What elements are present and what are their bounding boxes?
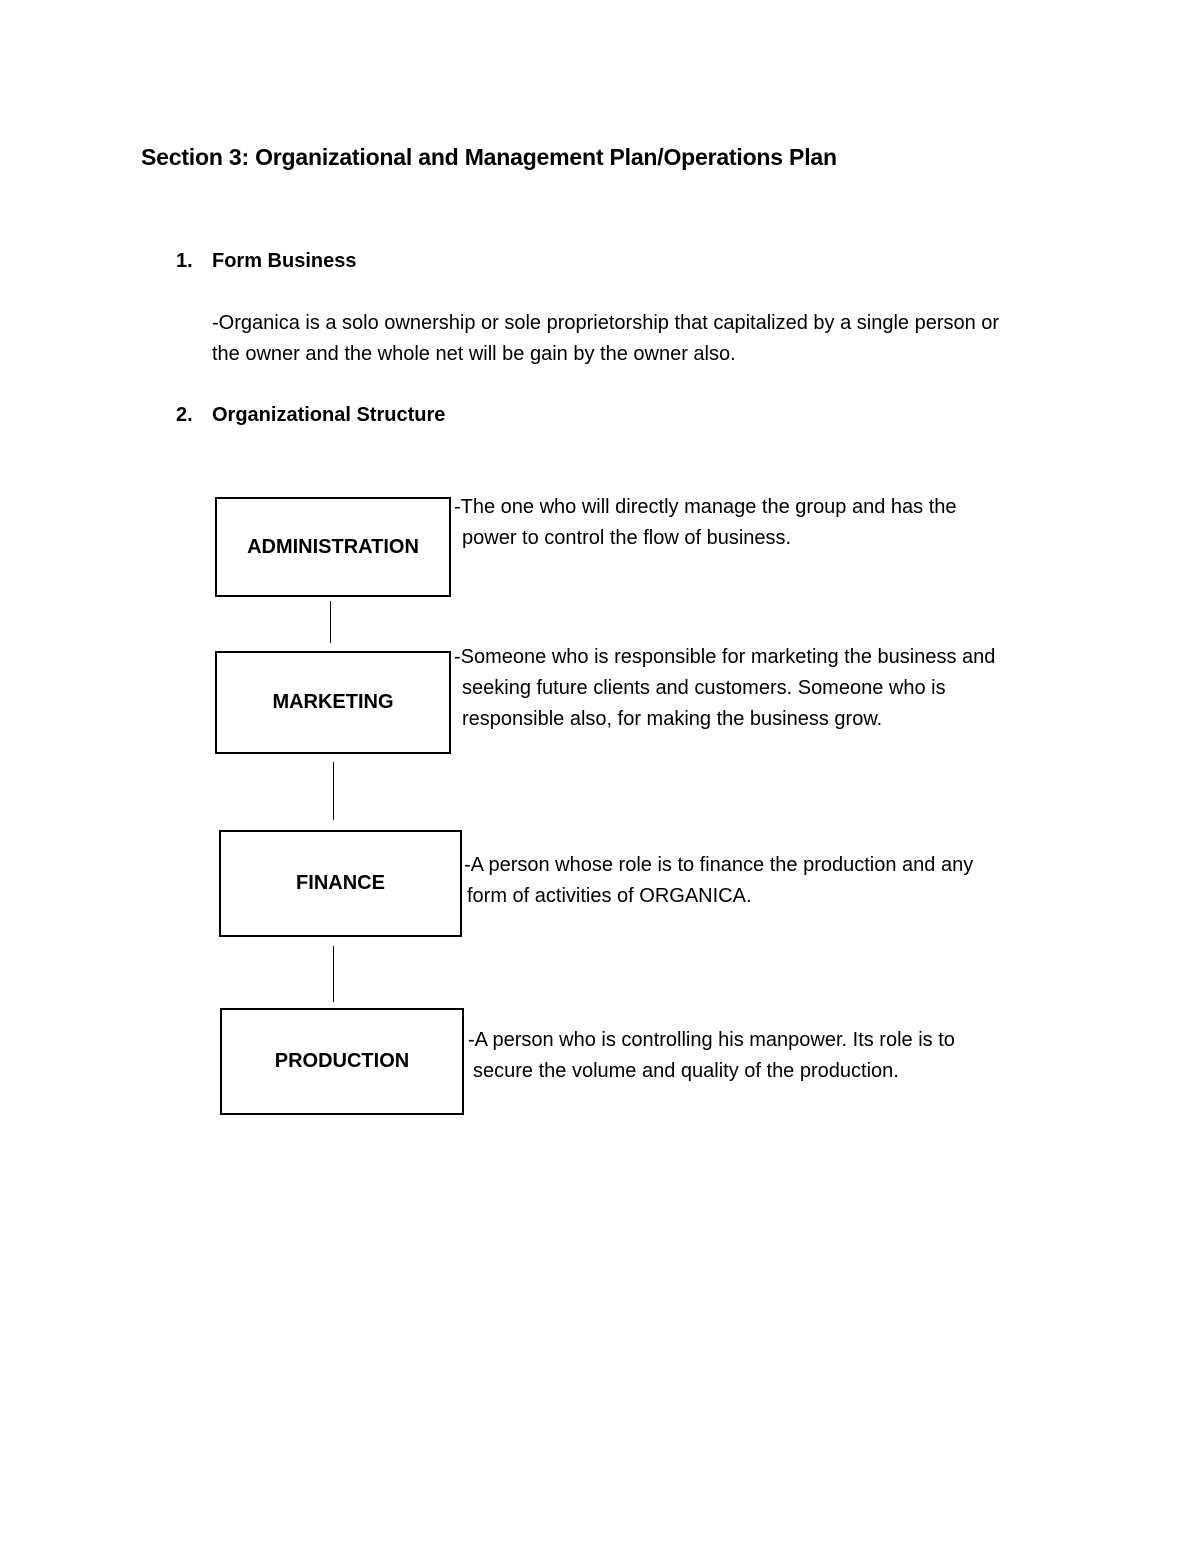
org-desc-line: -A person whose role is to finance the production and any <box>464 854 974 876</box>
section-2-number: 2. <box>176 404 193 426</box>
section-2-heading: Organizational Structure <box>212 404 446 426</box>
org-desc-line: -A person who is controlling his manpower. Its role is to <box>468 1029 955 1051</box>
page-title: Section 3: Organizational and Management Plan/Operations Plan <box>141 144 837 170</box>
connector-line <box>333 762 334 820</box>
org-box-label: MARKETING <box>272 691 394 713</box>
org-box-label: PRODUCTION <box>274 1050 410 1072</box>
org-desc-line: -The one who will directly manage the group and has the <box>454 496 957 518</box>
org-desc-production <box>468 1025 955 1087</box>
org-box-label: ADMINISTRATION <box>247 535 419 558</box>
org-desc-line: power to control the flow of business. <box>462 527 792 549</box>
org-box-administration <box>215 497 451 597</box>
org-desc-line: responsible also, for making the business grow. <box>462 708 883 730</box>
org-box-production <box>220 1008 464 1115</box>
org-desc-finance <box>464 850 973 912</box>
section-1-body <box>212 308 999 370</box>
org-box-label: FINANCE <box>296 872 385 894</box>
connector-line <box>330 601 331 643</box>
section-1-number: 1. <box>176 250 193 272</box>
org-desc-line: -Someone who is responsible for marketing the business and <box>454 646 996 668</box>
org-desc-line: seeking future clients and customers. Someone who is <box>462 677 946 699</box>
org-desc-marketing <box>454 642 995 735</box>
org-desc-line: secure the volume and quality of the production. <box>473 1060 899 1082</box>
section-1-body-line: -Organica is a solo ownership or sole proprietorship that capitalized by a single person or <box>212 312 1000 334</box>
org-desc-administration <box>454 492 957 554</box>
connector-line <box>333 946 334 1002</box>
org-box-marketing <box>215 651 451 754</box>
section-1-body-line: the owner and the whole net will be gain by the owner also. <box>212 343 736 365</box>
org-box-finance <box>219 830 462 937</box>
org-desc-line: form of activities of ORGANICA. <box>467 885 752 907</box>
section-1-heading: Form Business <box>212 250 357 272</box>
